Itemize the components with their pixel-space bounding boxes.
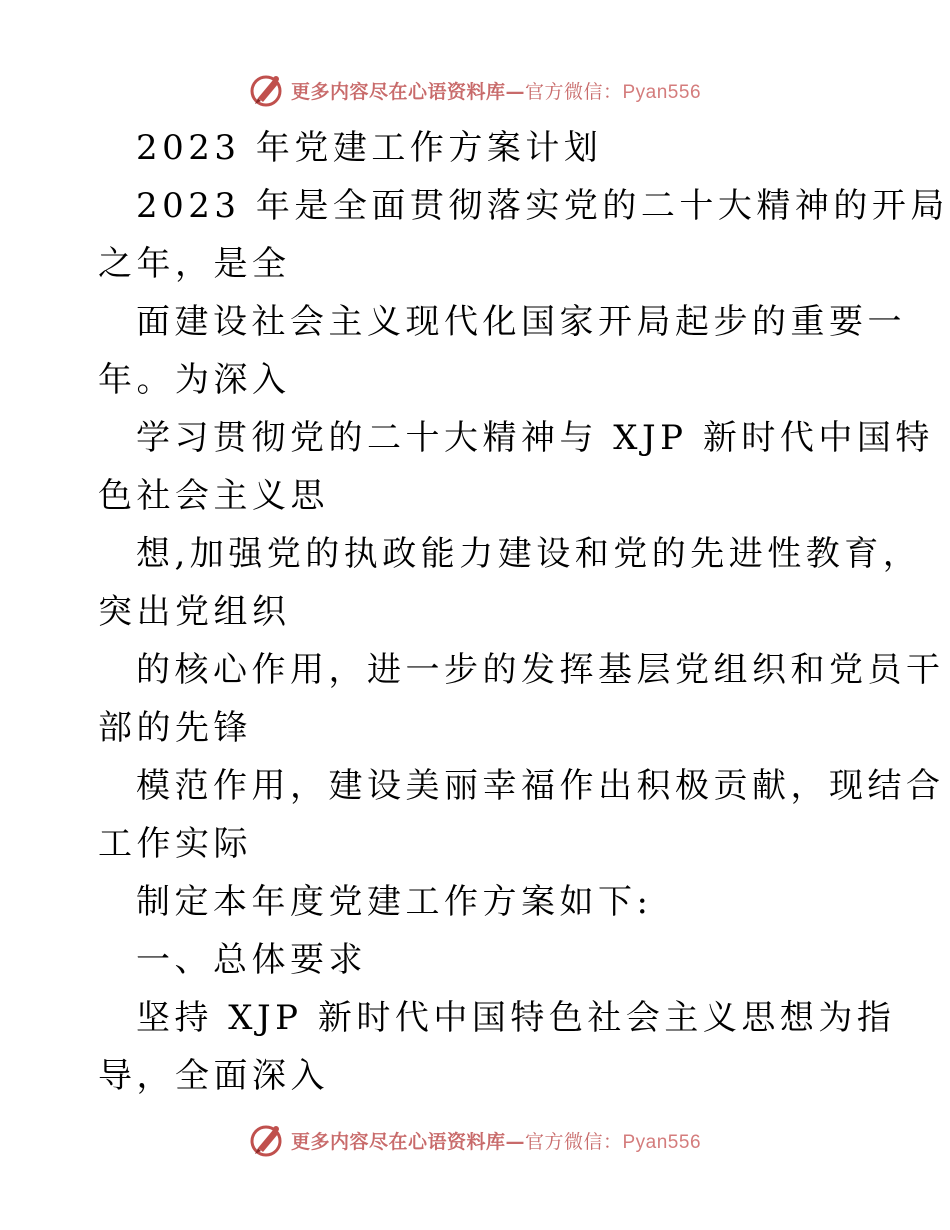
paragraph-line: 想,加强党的执政能力建设和党的先进性教育， [136, 534, 922, 574]
watermark-wechat-label: 官方微信： [524, 80, 623, 103]
paragraph-line: 工作实际 [98, 824, 252, 864]
paragraph-line: 突出党组织 [98, 592, 291, 632]
watermark-wechat-id: Pyan556 [622, 81, 702, 103]
paragraph-line: 导，全面深入 [98, 1056, 329, 1096]
watermark-separator: — [505, 1130, 525, 1153]
document-title: 2023 年党建工作方案计划 [136, 128, 603, 168]
watermark-main-text: 更多内容尽在心语资料库 [290, 80, 506, 103]
watermark-wechat-label: 官方微信： [524, 1130, 623, 1153]
watermark-main-text: 更多内容尽在心语资料库 [290, 1130, 506, 1153]
watermark-banner-bottom [0, 1122, 950, 1158]
paragraph-line: 色社会主义思 [98, 476, 329, 516]
section-heading: 一、总体要求 [136, 940, 367, 980]
paragraph-line: 面建设社会主义现代化国家开局起步的重要一 [136, 302, 906, 342]
paragraph-line: 之年，是全 [98, 244, 291, 284]
watermark-wechat-id: Pyan556 [622, 1131, 702, 1153]
paragraph-line: 模范作用，建设美丽幸福作出积极贡献，现结合 [136, 766, 945, 806]
paragraph-line: 部的先锋 [98, 708, 252, 748]
pen-logo-icon [249, 1122, 285, 1158]
watermark-separator: — [505, 80, 525, 103]
paragraph-line: 2023 年是全面贯彻落实党的二十大精神的开局 [136, 186, 949, 226]
paragraph-line: 的核心作用，进一步的发挥基层党组织和党员干 [136, 650, 945, 690]
paragraph-line: 年。为深入 [98, 360, 291, 400]
paragraph-line: 坚持 XJP 新时代中国特色社会主义思想为指 [136, 998, 896, 1038]
paragraph-line: 学习贯彻党的二十大精神与 XJP 新时代中国特 [136, 418, 934, 458]
paragraph-line: 制定本年度党建工作方案如下: [136, 882, 653, 922]
